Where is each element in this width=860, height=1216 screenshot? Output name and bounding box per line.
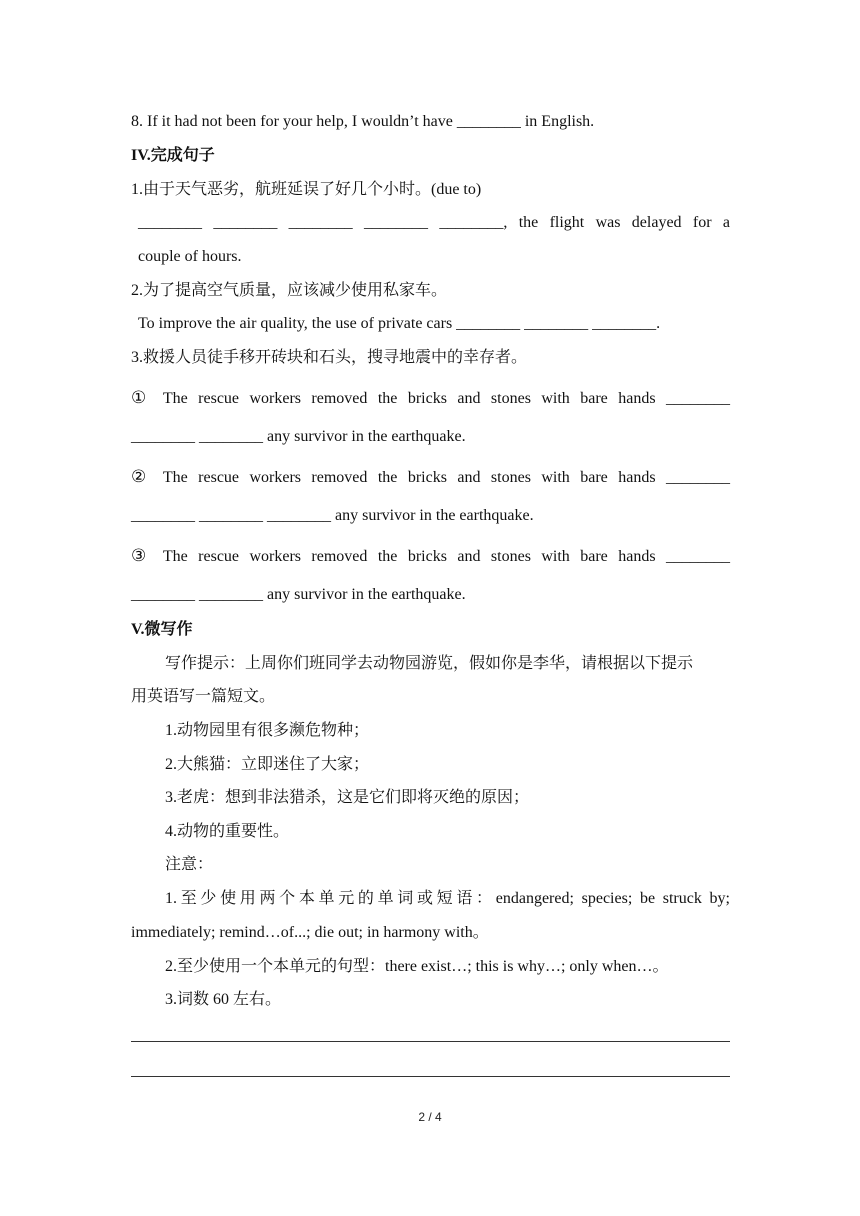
q1-answer-line: ________ ________ ________ ________ ________, the flight was delayed for a [138, 214, 730, 231]
note-2: 2.至少使用一个本单元的句型：there exist…; this is why…; only when…。 [165, 958, 669, 975]
writing-point-1: 1.动物园里有很多濒危物种； [165, 722, 370, 739]
writing-prompt-line1: 写作提示：上周你们班同学去动物园游览，假如你是李华，请根据以下提示 [165, 655, 694, 672]
q3-item-3-text: The rescue workers removed the bricks and stones with bare hands ________ [162, 548, 730, 565]
q3-item-1-line1 [131, 388, 730, 409]
notes-label: 注意： [165, 856, 214, 873]
note-1-line2: immediately; remind…of...; die out; in harmony with。 [131, 924, 489, 941]
circled-number-2: ② [131, 467, 153, 487]
writing-point-3: 3.老虎：想到非法猎杀，这是它们即将灭绝的原因； [165, 789, 530, 806]
circled-number-3: ③ [131, 546, 153, 566]
q1-answer-continuation: couple of hours. [138, 248, 242, 265]
answer-rule-2 [131, 1076, 730, 1077]
q3-item-2-line2: ________ ________ ________ any survivor in the earthquake. [131, 507, 534, 524]
q3-item-1-line2: ________ ________ any survivor in the earthquake. [131, 428, 466, 445]
q2-answer-line: To improve the air quality, the use of private cars ________ ________ ________. [138, 315, 661, 332]
writing-point-2: 2.大熊猫：立即迷住了大家； [165, 756, 370, 773]
section-iv-heading: IV.完成句子 [131, 147, 215, 164]
q3-item-3-line2: ________ ________ any survivor in the earthquake. [131, 586, 466, 603]
q3-item-2-line1 [131, 467, 730, 488]
q3-item-3-line1 [131, 546, 730, 567]
page-number: 2 / 4 [418, 1110, 442, 1124]
note-1-line1: 1.至少使用两个本单元的单词或短语：endangered; species; be struck by; [165, 890, 730, 907]
q3-item-2-text: The rescue workers removed the bricks and stones with bare hands ________ [162, 469, 730, 486]
q3-item-1-text: The rescue workers removed the bricks and stones with bare hands ________ [162, 390, 730, 407]
question-8: 8. If it had not been for your help, I wouldn’t have ________ in English. [131, 113, 595, 130]
circled-number-1: ① [131, 388, 153, 408]
writing-point-4: 4.动物的重要性。 [165, 823, 290, 840]
writing-prompt-line2: 用英语写一篇短文。 [131, 688, 276, 705]
section-v-heading: V.微写作 [131, 621, 193, 638]
note-3: 3.词数 60 左右。 [165, 991, 282, 1008]
answer-rule-1 [131, 1041, 730, 1042]
q1-prompt: 1.由于天气恶劣，航班延误了好几个小时。(due to) [131, 181, 482, 198]
q3-prompt: 3.救援人员徒手移开砖块和石头，搜寻地震中的幸存者。 [131, 349, 528, 366]
q2-prompt: 2.为了提高空气质量，应该减少使用私家车。 [131, 282, 448, 299]
